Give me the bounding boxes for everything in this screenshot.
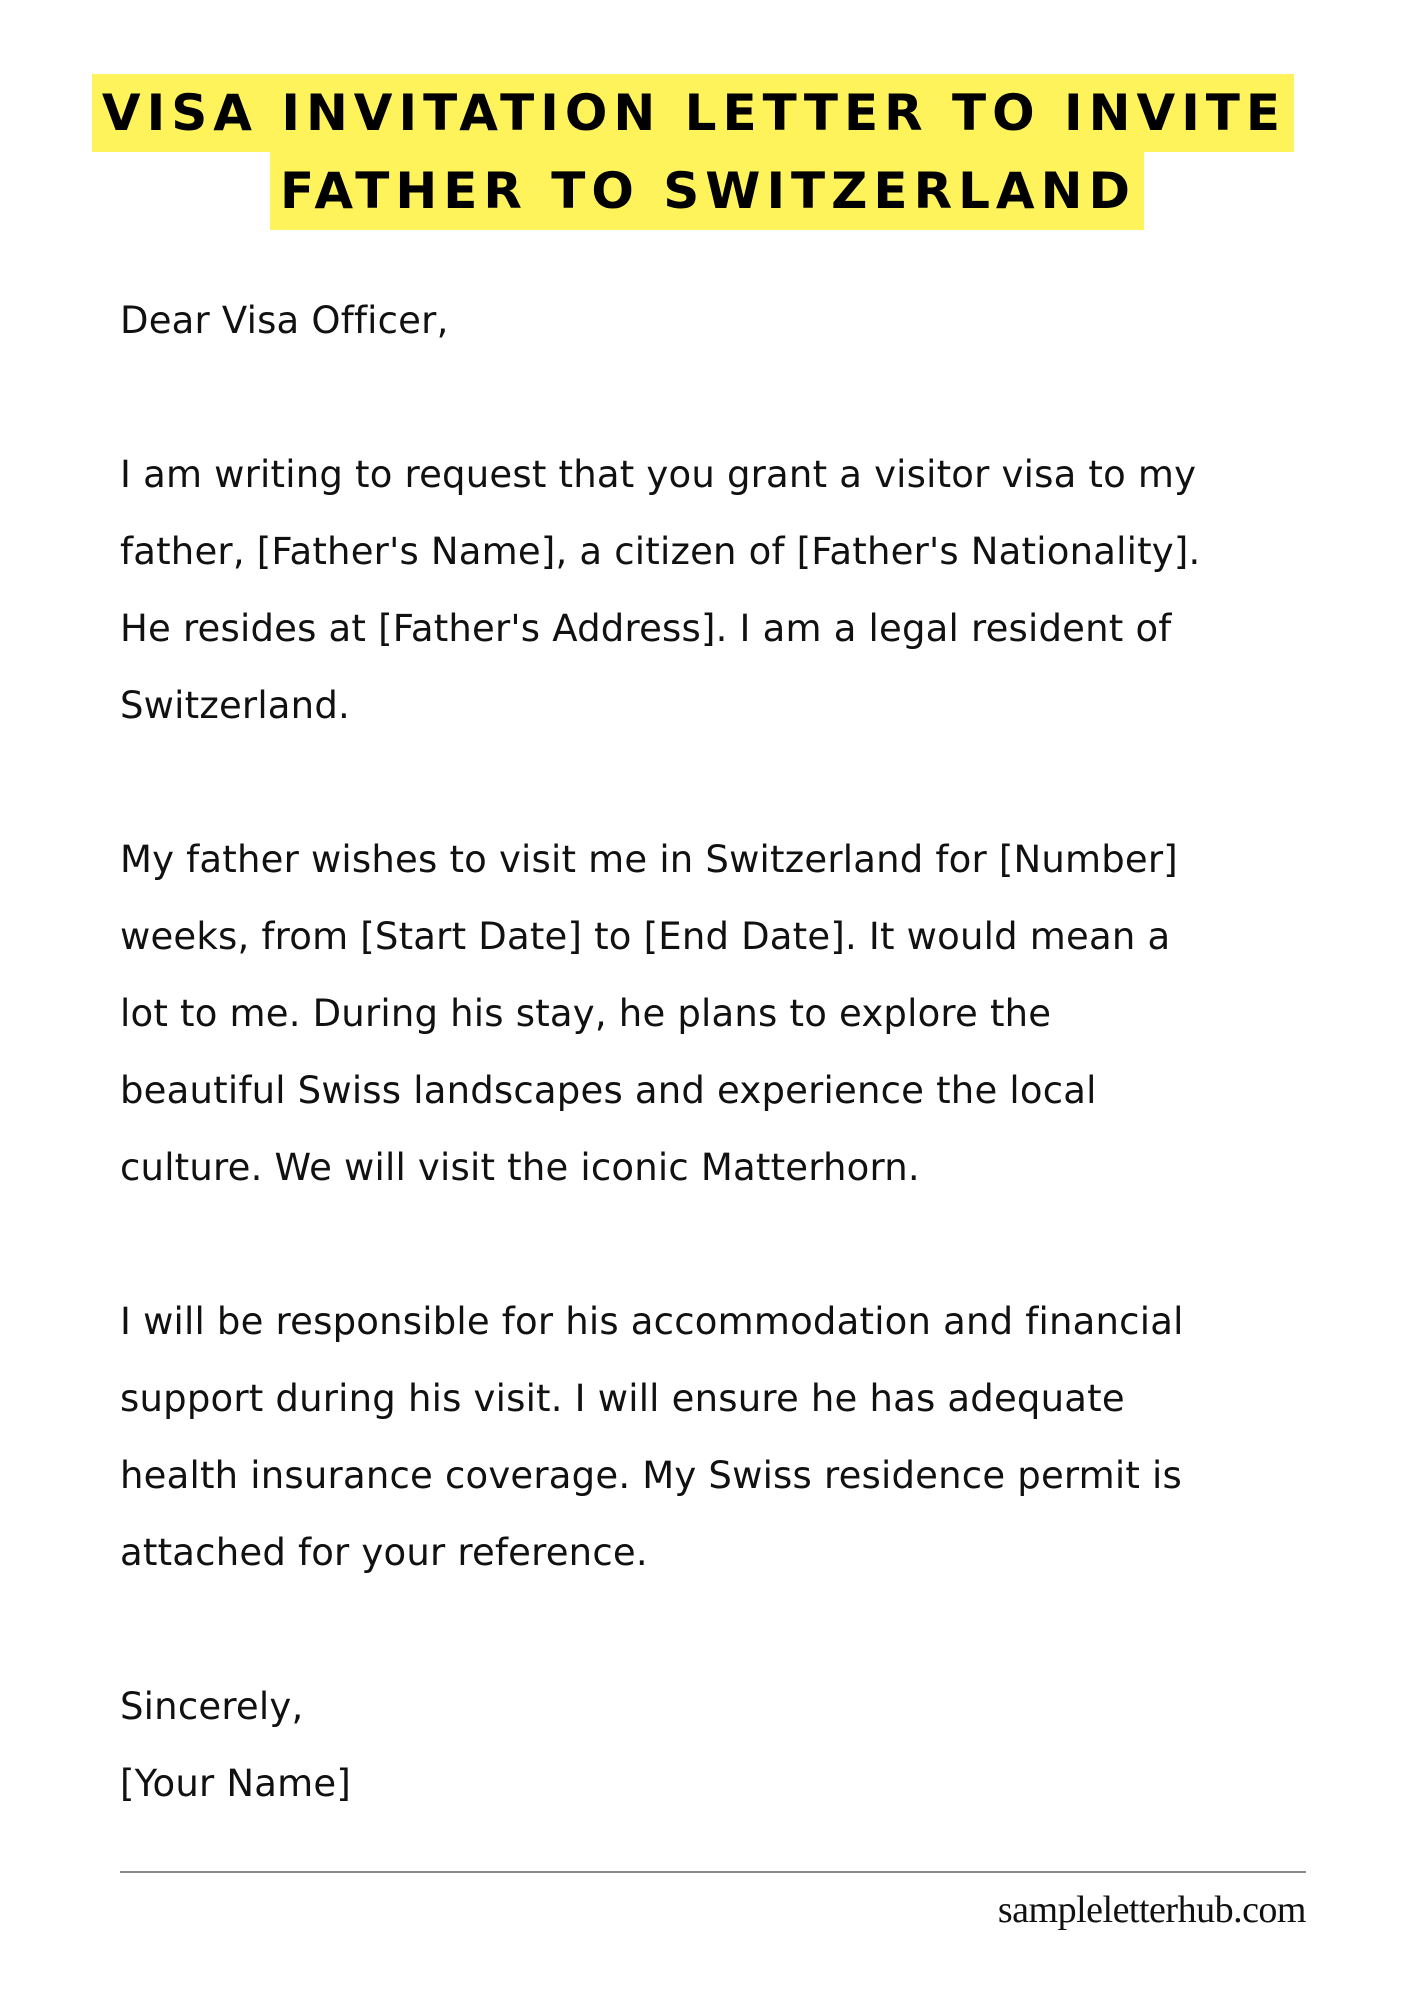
signature: [Your Name] [120, 1762, 351, 1805]
title-line-1: VISA INVITATION LETTER TO INVITE [92, 74, 1294, 152]
text-line: Switzerland. [120, 684, 350, 727]
text-line: support during his visit. I will ensure he has adequate [120, 1377, 1125, 1420]
text-line: father, [Father's Name], a citizen of [Father's Nationality]. [120, 530, 1201, 573]
text-line: attached for your reference. [120, 1531, 648, 1574]
text-line: He resides at [Father's Address]. I am a legal resident of [120, 607, 1172, 650]
text-line: My father wishes to visit me in Switzerland for [Number] [120, 838, 1178, 881]
closing: Sincerely, [120, 1685, 304, 1728]
letter-body [120, 282, 1360, 1822]
text-line: health insurance coverage. My Swiss residence permit is [120, 1454, 1183, 1497]
footer-site-name: sampleletterhub.com [997, 1889, 1306, 1931]
title-line-2: FATHER TO SWITZERLAND [270, 152, 1144, 230]
spacer [120, 744, 1360, 821]
spacer [120, 1591, 1360, 1668]
letter-title [0, 74, 1414, 230]
paragraph-1 [120, 436, 1360, 744]
text-line: lot to me. During his stay, he plans to explore the [120, 992, 1052, 1035]
salutation: Dear Visa Officer, [120, 299, 449, 342]
text-line: beautiful Swiss landscapes and experience the local [120, 1069, 1097, 1112]
spacer [120, 1206, 1360, 1283]
text-line: I am writing to request that you grant a visitor visa to my [120, 453, 1197, 496]
spacer [120, 359, 1360, 436]
footer-divider [120, 1871, 1306, 1873]
paragraph-3 [120, 1283, 1360, 1591]
paragraph-2 [120, 821, 1360, 1206]
text-line: culture. We will visit the iconic Matterhorn. [120, 1146, 920, 1189]
text-line: weeks, from [Start Date] to [End Date]. It would mean a [120, 915, 1171, 958]
text-line: I will be responsible for his accommodation and financial [120, 1300, 1184, 1343]
